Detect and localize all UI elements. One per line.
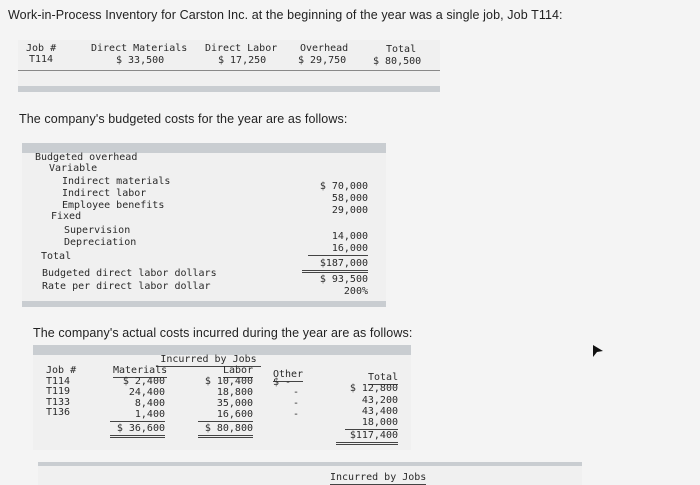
actual-header-materials: Materials — [113, 365, 168, 376]
budget-fixed-value: 16,000 — [308, 243, 368, 256]
budget-total-label: Total — [41, 251, 72, 262]
actual-header-other: Other — [273, 369, 304, 380]
wip-header-dl: Direct Labor — [205, 43, 278, 54]
actual-row-job: T136 — [46, 407, 71, 418]
actual-row-other: - — [293, 398, 300, 409]
actual-row-job: T114 — [46, 376, 71, 387]
budget-dl-label: Budgeted direct labor dollars — [42, 268, 217, 279]
actual-total-materials: $ 36,600 — [110, 423, 165, 438]
budget-item-label: Indirect labor — [62, 188, 147, 199]
budget-intro-text: The company's budgeted costs for the year are as follows: — [19, 112, 348, 126]
actual-header-labor: Labor — [223, 365, 254, 376]
budget-item-value: 58,000 — [331, 193, 368, 204]
budget-fixed-label-item: Depreciation — [64, 237, 137, 248]
wip-row-oh: $ 29,750 — [298, 55, 347, 66]
budget-rate-value: 200% — [343, 286, 368, 297]
budget-total-value: $187,000 — [302, 258, 368, 273]
actual-row-labor: 18,800 — [216, 387, 253, 398]
actual-row-other: $ - — [273, 377, 292, 388]
budget-title: Budgeted overhead — [35, 152, 138, 163]
actual-row-labor: 35,000 — [216, 398, 253, 409]
actual-total-total: $117,400 — [336, 430, 398, 445]
actual-row-job: T133 — [46, 397, 71, 408]
budget-item-value: 29,000 — [331, 205, 368, 216]
actual-row-materials: 1,400 — [110, 409, 165, 422]
actual-row-materials: $ 2,400 — [122, 376, 165, 387]
actual-row-total: $ 12,800 — [349, 383, 398, 394]
wip-header-total: Total — [386, 44, 417, 55]
wip-header-oh: Overhead — [300, 43, 349, 54]
actual-row-job: T119 — [46, 386, 71, 397]
budget-item-label: Indirect materials — [62, 176, 171, 187]
budget-item-label: Employee benefits — [62, 200, 165, 211]
wip-row-dl: $ 17,250 — [218, 55, 267, 66]
actual-row-other: - — [293, 409, 300, 420]
wip-row-total: $ 80,500 — [373, 56, 422, 67]
budget-fixed-label-item: Supervision — [64, 225, 131, 236]
actual-row-total: 18,000 — [345, 417, 398, 430]
wip-rule — [18, 70, 440, 71]
actual-row-total: 43,200 — [361, 395, 398, 406]
wip-row-dm: $ 33,500 — [116, 55, 165, 66]
bottom-top-bar — [38, 462, 582, 466]
budget-rate-label: Rate per direct labor dollar — [42, 281, 211, 292]
actual-header-job: Job # — [46, 365, 77, 376]
bottom-group-header: Incurred by Jobs — [330, 472, 427, 483]
bottom-panel — [38, 466, 582, 485]
actual-row-labor: $ 10,400 — [204, 376, 253, 387]
actual-row-materials: 24,400 — [128, 387, 165, 398]
budget-fixed-label: Fixed — [51, 211, 82, 222]
wip-bottom-bar — [18, 86, 440, 92]
actual-row-labor: 16,600 — [198, 409, 253, 422]
budget-table — [22, 153, 386, 303]
budget-dl-value: $ 93,500 — [319, 274, 368, 285]
actual-table — [33, 355, 411, 450]
wip-header-dm: Direct Materials — [91, 43, 188, 54]
cursor-arrow-icon — [593, 345, 603, 357]
actual-total-labor: $ 80,800 — [198, 423, 253, 438]
budget-variable-label: Variable — [49, 163, 98, 174]
wip-row-job: T114 — [29, 54, 54, 65]
budget-bottom-bar — [22, 301, 386, 307]
wip-table — [18, 40, 440, 90]
intro-text: Work-in-Process Inventory for Carston Inc. at the beginning of the year was a single job, Job T114: — [8, 8, 563, 22]
budget-fixed-value: 14,000 — [331, 231, 368, 242]
actual-row-total: 43,400 — [361, 406, 398, 417]
actual-row-other: - — [293, 387, 300, 398]
actual-header-total: Total — [368, 372, 399, 383]
actual-row-materials: 8,400 — [134, 398, 165, 409]
actual-group-header: Incurred by Jobs — [156, 354, 261, 367]
wip-header-job: Job # — [26, 43, 57, 54]
actual-intro-text: The company's actual costs incurred during the year are as follows: — [33, 326, 413, 340]
budget-item-value: $ 70,000 — [319, 181, 368, 192]
